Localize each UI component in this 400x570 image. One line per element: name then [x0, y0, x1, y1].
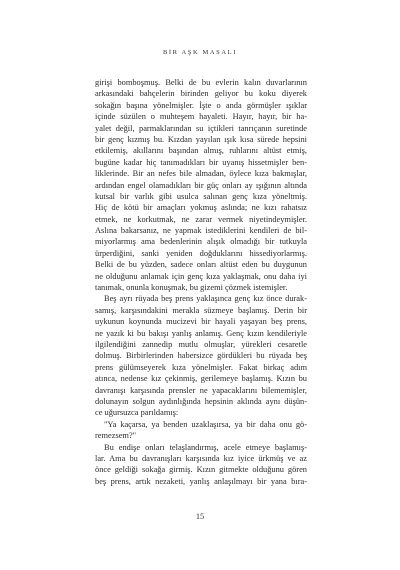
text-line: ardından engel olamadıkları bir güç onları ay ışığının altında: [95, 180, 307, 190]
text-line: sokağın başına yönelmişler. İşte o anda görmüşler ışıklar: [95, 100, 307, 110]
text-line: tanımak, onunla konuşmak, bu gizemi çözmek istemişler.: [95, 283, 288, 293]
text-line: lar. Ama bu davranışları karşısında kız iyice ürkmüş ve az: [95, 453, 307, 463]
text-line: bugüne kadar hiç tanımadıkları bir uyanış hissetmişler ben-: [95, 157, 307, 167]
text-line: davranışı karşısında prensler ne yapacaklarını bilememişler,: [95, 385, 307, 395]
text-line: miyorlarmış ama bedenlerinin alışık olmadığı bir tutkuyla: [95, 237, 307, 247]
text-line: içinde süzülen o muhteşem hayaleti. Hayır, hayır, bir ha-: [95, 112, 307, 122]
text-line: ne olduğunu anlamak için genç kıza yaklaşmak, onu daha iyi: [95, 271, 307, 281]
text-line: girişi bomboşmuş. Belki de bu evlerin kalın duvarlarının: [95, 78, 307, 87]
text-line: Belki de bu yüzden, sadece onları altüst eden bu duygunun: [95, 260, 307, 270]
text-line: uykunun koynunda mucizevi bir hayali yaşayan beş prens,: [95, 317, 307, 327]
text-line: kutsal bir varlık gibi usulca salınan genç kıza yöneltmiş.: [95, 191, 307, 201]
page-number: 15: [195, 512, 205, 521]
text-line: Aslına bakarsanız, ne yapmak istediklerini kendileri de bil-: [95, 226, 307, 236]
text-line: ilgilendiğini zannedip mutlu olmuşlar, yürekleri cesaretle: [95, 339, 307, 349]
text-line: etmek, ne korkutmak, ne zarar vermek niyetindeymişler.: [95, 214, 307, 224]
text-line: Bu endişe onları telaşlandırmış, acele etmeye başlamış-: [104, 442, 307, 452]
text-line: remezsem?": [95, 431, 137, 441]
running-header: BİR AŞK MASALI: [162, 49, 238, 56]
text-line: bir genç kızmış bu. Kızdan yayılan ışık kısa sürede hepsini: [95, 134, 307, 144]
text-line: arkasındaki bahçelerin birinden geliyor bu koku diyerek: [95, 89, 307, 99]
text-line: atınca, nedense kız çekinmiş, gerilemeye başlamış. Kızın bu: [95, 374, 307, 384]
text-line: Beş ayrı rüyada beş prens yaklaşınca genç kız önce durak-: [104, 294, 307, 304]
text-line: ne yazık ki bu bakışı yanlış anlamış. Genç kızın kendileriyle: [95, 328, 307, 338]
text-line: ce uğursuzca parıldamış:: [95, 408, 179, 418]
text-line: önce geldiği sokağa girmiş. Kızın gitmekte olduğunu gören: [95, 465, 307, 475]
text-line: "Ya kaçarsa, ya benden uzaklaşırsa, ya bir daha onu gö-: [104, 419, 307, 429]
text-line: yalet değil, parmaklarından su içtikleri tanrıçanın suretinde: [95, 123, 307, 133]
text-line: etkilemiş, akıllarını başından almış, ruhlarını altüst etmiş,: [95, 146, 307, 156]
text-line: beş prens, artık nezaketi, yanlış anlaşılmayı bir yana bıra-: [95, 476, 307, 486]
text-line: prens gülümseyerek kıza yönelmişler. Fakat birkaç adım: [95, 362, 307, 372]
text-line: liklerinde. Bir an nefes bile almadan, öylece kıza bakmışlar,: [95, 169, 307, 179]
text-line: Hiç de kötü bir amaçları yokmuş aslında; ne kızı rahatsız: [95, 203, 307, 213]
text-line: samış, karşısındakini merakla süzmeye başlamış. Derin bir: [95, 305, 307, 315]
text-line: dolmuş. Birbirlerinden habersizce gördükleri bu rüyada beş: [95, 351, 307, 361]
text-line: dolunayın solgun aydınlığında hepsinin aklında aynı düşün-: [95, 396, 307, 406]
body-text: [95, 77, 307, 487]
text-line: ürperdiğini, sanki yeniden doğduklarını hissediyorlarmış.: [95, 248, 307, 258]
